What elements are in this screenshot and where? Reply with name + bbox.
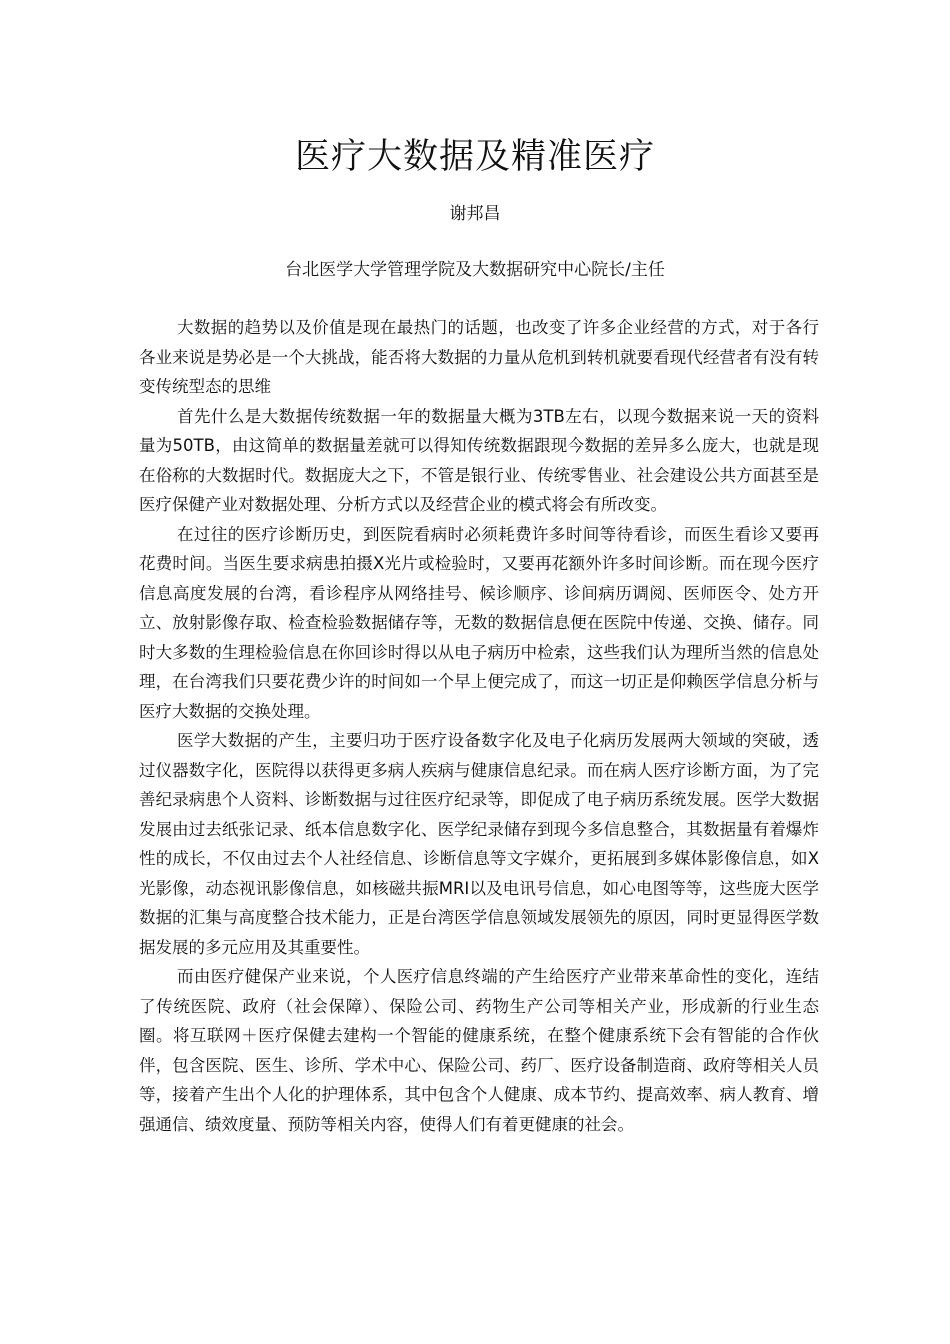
paragraph-4: 医学大数据的产生，主要归功于医疗设备数字化及电子化病历发展两大领域的突破，透过仪器数字化，医院得以获得更多病人疾病与健康信息纪录。而在病人医疗诊断方面，为了完善纪录病患个人资料、诊断数据与过往医疗纪录等，即促成了电子病历系统发展。医学大数据发展由过去纸张记录、纸本信息数字化、医学纪录储存到现今多信息整合，其数据量有着爆炸性的成长，不仅由过去个人社经信息、诊断信息等文字媒介，更拓展到多媒体影像信息，如X光影像，动态视讯影像信息，如核磁共振MRI以及电讯号信息，如心电图等等，这些庞大医学数据的汇集与高度整合技术能力，正是台湾医学信息领域发展领先的原因，同时更显得医学数据发展的多元应用及其重要性。 xyxy=(139,731,819,957)
document-title: 医疗大数据及精准医疗 xyxy=(294,137,655,177)
author-affiliation: 台北医学大学管理学院及大数据研究中心院长/主任 xyxy=(285,260,665,280)
paragraph-3: 在过往的医疗诊断历史，到医院看病时必须耗费许多时间等待看诊，而医生看诊又要再花费时间。当医生要求病患拍摄X光片或检验时，又要再花额外许多时间诊断。而在现今医疗信息高度发展的台湾，看诊程序从网络挂号、候诊顺序、诊间病历调阅、医师医令、处方开立、放射影像存取、检查检验数据储存等，无数的数据信息便在医院中传递、交换、储存。同时大多数的生理检验信息在你回诊时得以从电子病历中检索，这些我们认为理所当然的信息处理，在台湾我们只要花费少许的时间如一个早上便完成了，而这一切正是仰赖医学信息分析与医疗大数据的交换处理。 xyxy=(139,524,819,721)
paragraph-5: 而由医疗健保产业来说，个人医疗信息终端的产生给医疗产业带来革命性的变化，连结了传统医院、政府（社会保障）、保险公司、药物生产公司等相关产业，形成新的行业生态圈。将互联网＋医疗保健去建构一个智能的健康系统，在整个健康系统下会有智能的合作伙伴，包含医院、医生、诊所、学术中心、保险公司、药厂、医疗设备制造商、政府等相关人员等，接着产生出个人化的护理体系，其中包含个人健康、成本节约、提高效率、病人教育、增强通信、绩效度量、预防等相关内容，使得人们有着更健康的社会。 xyxy=(139,967,819,1134)
paragraph-2: 首先什么是大数据传统数据一年的数据量大概为3TB左右，以现今数据来说一天的资料量为50TB，由这简单的数据量差就可以得知传统数据跟现今数据的差异多么庞大，也就是现在俗称的大数据时代。数据庞大之下，不管是银行业、传统零售业、社会建设公共方面甚至是医疗保健产业对数据处理、分析方式以及经营企业的模式将会有所改变。 xyxy=(139,406,819,514)
author-name: 谢邦昌 xyxy=(449,204,501,224)
article-body xyxy=(139,313,819,1139)
paragraph-1: 大数据的趋势以及价值是现在最热门的话题，也改变了许多企业经营的方式，对于各行各业来说是势必是一个大挑战，能否将大数据的力量从危机到转机就要看现代经营者有没有转变传统型态的思维 xyxy=(139,318,819,396)
